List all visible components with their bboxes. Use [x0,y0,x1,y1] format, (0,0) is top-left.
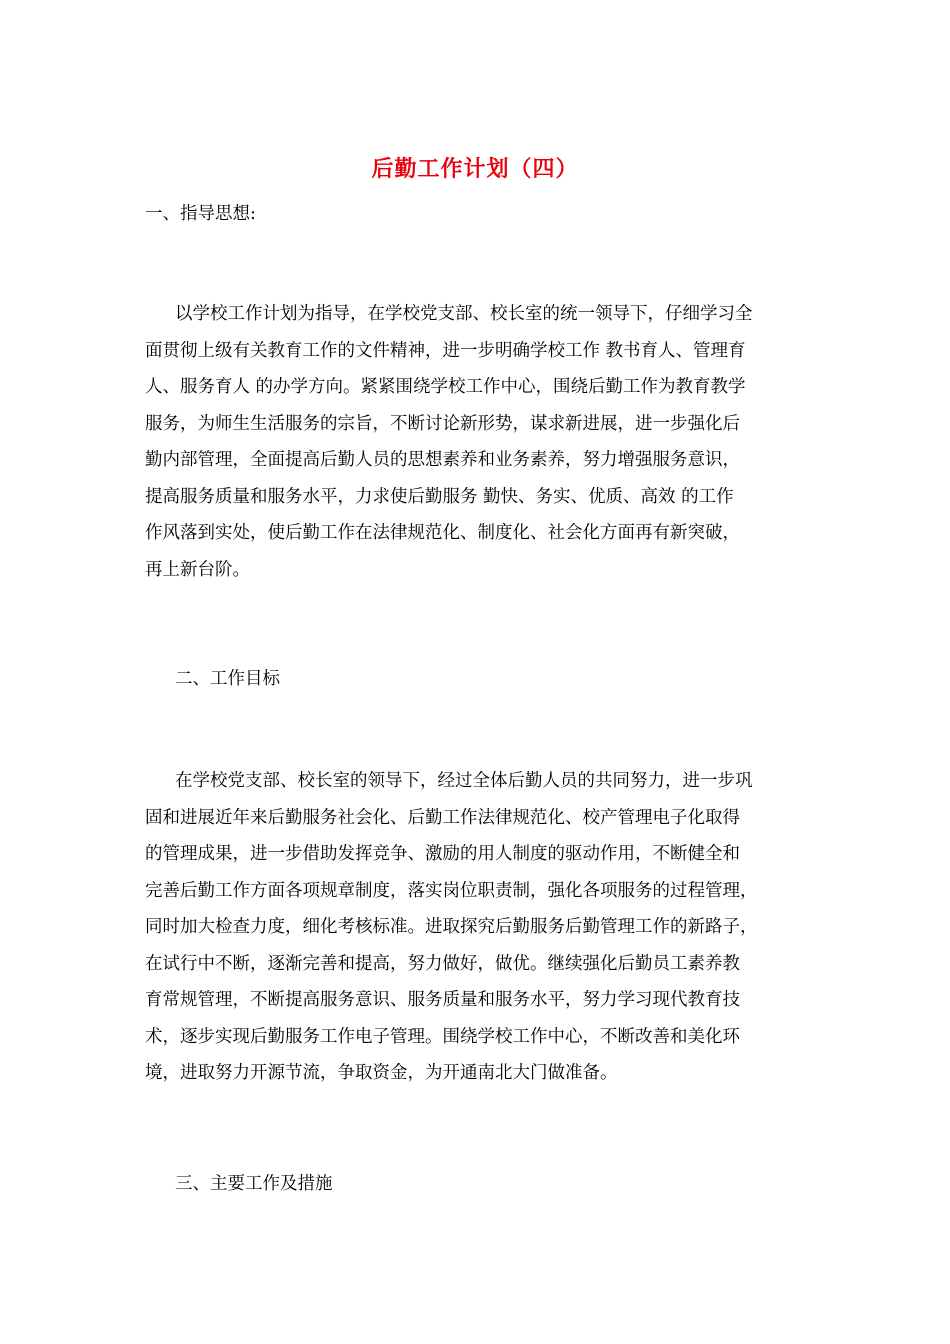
paragraph-line: 面贯彻上级有关教育工作的文件精神，进一步明确学校工作 教书育人、管理育 [145,340,746,361]
paragraph-line: 境，进取努力开源节流，争取资金，为开通南北大门做准备。 [145,1063,618,1083]
section-heading-work-goals: 二、工作目标 [175,669,280,689]
paragraph-line: 勤内部管理，全面提高后勤人员的思想素养和业务素养，努力增强服务意识， [145,450,740,470]
paragraph-line: 育常规管理，不断提高服务意识、服务质量和服务水平，努力学习现代教育技 [145,990,740,1010]
paragraph-line: 再上新台阶。 [145,559,250,580]
paragraph-line: 人、服务育人 的办学方向。紧紧围绕学校工作中心，围绕后勤工作为教育教学 [145,377,746,397]
paragraph-line: 同时加大检查力度，细化考核标准。进取探究后勤服务后勤管理工作的新路子， [145,917,758,937]
paragraph-line: 完善后勤工作方面各项规章制度，落实岗位职责制，强化各项服务的过程管理， [145,880,758,901]
paragraph-line: 作风落到实处，使后勤工作在法律规范化、制度化、社会化方面再有新突破， [145,523,740,543]
paragraph-line: 术，逐步实现后勤服务工作电子管理。围绕学校工作中心，不断改善和美化环 [145,1026,740,1047]
paragraph-line: 提高服务质量和服务水平，力求使后勤服务 勤快、务实、优质、高效 的工作 [145,486,734,507]
paragraph-line: 在试行中不断，逐渐完善和提高，努力做好，做优。继续强化后勤员工素养教 [145,953,740,974]
document-title: 后勤工作计划（四） [371,156,579,182]
paragraph-work-goals [145,763,810,1092]
paragraph-line: 服务，为师生生活服务的宗旨，不断讨论新形势，谋求新进展，进一步强化后 [145,413,740,434]
paragraph-line: 的管理成果，进一步借助发挥竞争、激励的用人制度的驱动作用，不断健全和 [145,844,740,864]
section-heading-main-work: 三、主要工作及措施 [175,1174,333,1194]
paragraph-guiding-ideology [145,296,810,588]
paragraph-line: 固和进展近年来后勤服务社会化、后勤工作法律规范化、校产管理电子化取得 [145,807,740,828]
section-heading-guiding-ideology: 一、指导思想: [145,204,256,224]
paragraph-line: 在学校党支部、校长室的领导下，经过全体后勤人员的共同努力，进一步巩 [175,771,753,791]
paragraph-line: 以学校工作计划为指导，在学校党支部、校长室的统一领导下，仔细学习全 [175,304,753,324]
